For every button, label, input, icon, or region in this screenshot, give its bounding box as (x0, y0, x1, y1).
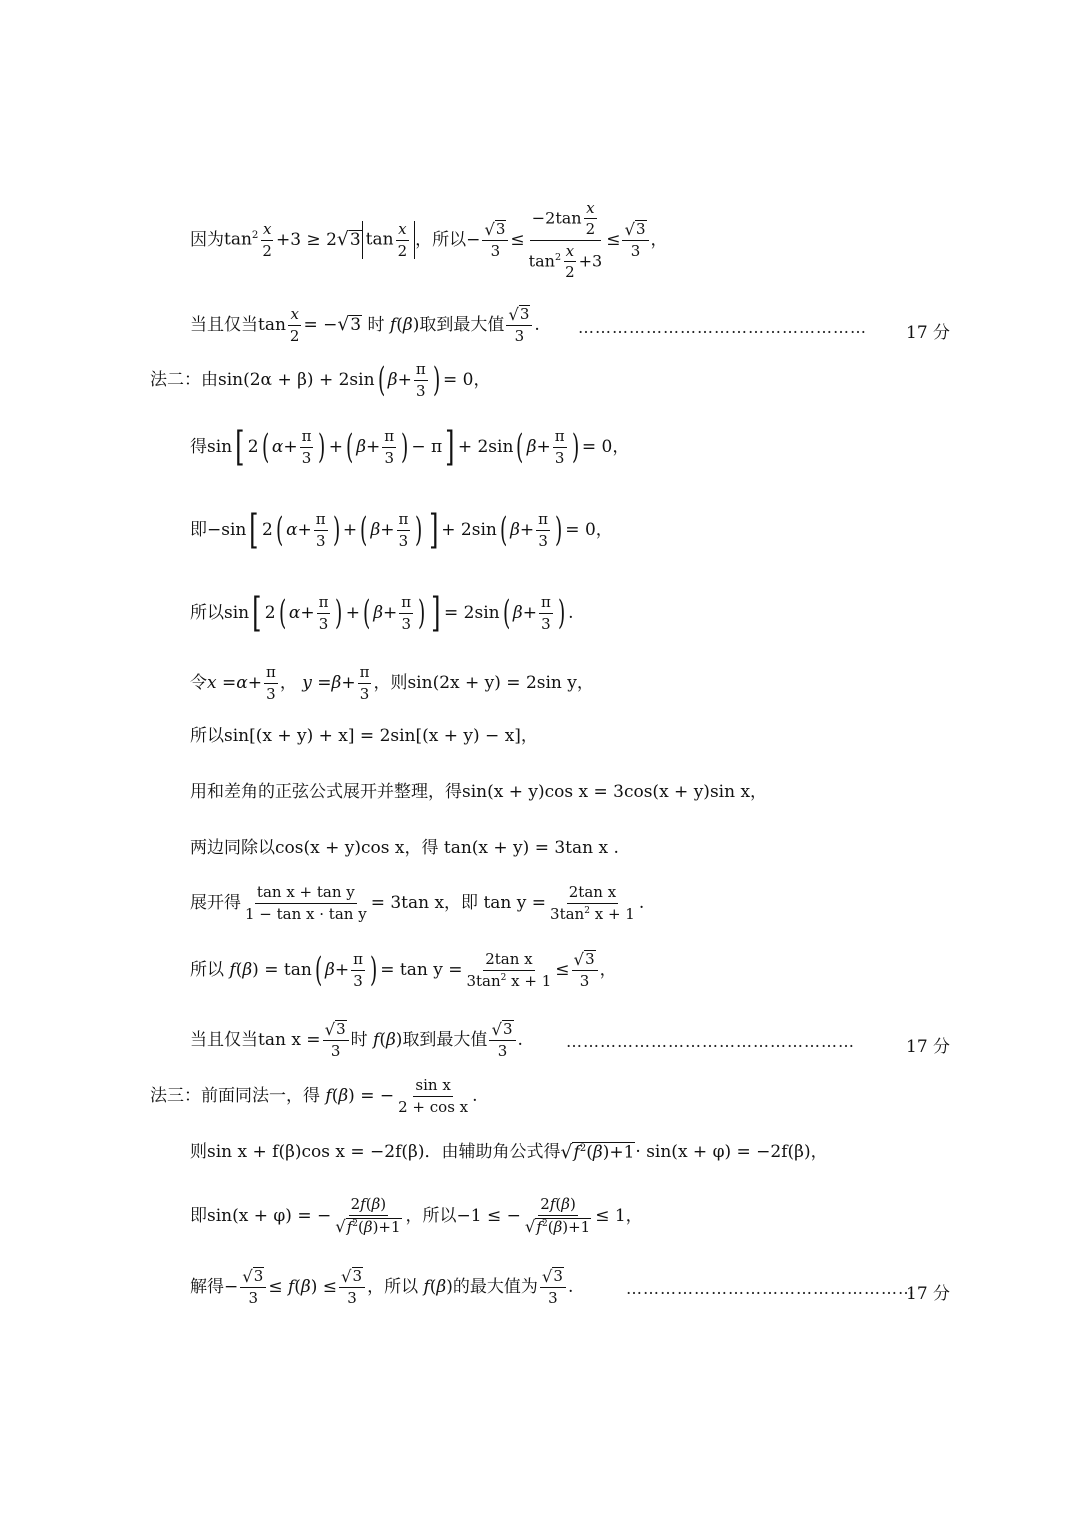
line-13: 当且仅当 tan x = √ 3 3 时 f ( β ) 取到最大值 √ 3 3 . (190, 1019, 523, 1061)
text: 用和差角的正弦公式展开并整理，得 (190, 781, 462, 802)
equation: tan(x + y) = 3tan x . (443, 837, 619, 858)
text: 所以 (190, 959, 224, 980)
score: 17 分 (906, 1284, 951, 1304)
text: 取到最大值 (402, 1029, 488, 1050)
line-14: 法三：前面同法一，得 f ( β ) = − $\frac{\text{sin x}}{\text{2 + cos x}}$ . (150, 1076, 478, 1116)
equation: sin[(x + y) + x] = 2sin[(x + y) − x]， (224, 725, 538, 746)
equation: sin(x + y)cos x = 3cos(x + y)sin x， (462, 781, 768, 802)
text: 则 (190, 1141, 207, 1162)
text: 所以 (422, 1205, 457, 1226)
line-11: 展开得 $\frac{\text{tan x + tan y}}{\text{1 − tan x · tan y}}$ = 3tan x，即 tan y = $\frac{\text{2tan x}}{3\tan^2 x + 1}$ . (190, 883, 645, 923)
text: 所以 (190, 602, 224, 623)
text: 所以 (432, 229, 467, 250)
text: 因为 (190, 229, 224, 250)
text: 两边同除以 (190, 837, 275, 858)
text: 当且仅当 (190, 1029, 258, 1050)
line-10 (190, 834, 619, 862)
text: cos(x + y)cos x，得 (275, 837, 439, 858)
line-12: 所以 f ( β ) = tan ( β + $\frac{\pi}{3}$ ) = tan y = $\frac{\text{2tan x}}{3\tan^2 x + 1}$ ≤ √ 3 3 ， (190, 949, 617, 991)
text: = 3tan x，即 (370, 892, 479, 913)
equation: · sin(x + φ) = −2f(β)， (635, 1141, 828, 1162)
text: 时 (367, 314, 385, 335)
line-15: 则 sin x + f(β)cos x = −2f(β)．由辅助角公式得 √ $f^2(\beta)+1$ · sin(x + φ) = −2f(β)， (190, 1141, 828, 1163)
text: 时 (350, 1029, 368, 1050)
equation: sin x + f(β)cos x = −2f(β)．由辅助角公式得 (207, 1141, 561, 1162)
line-17: 解得 − √ 3 3 ≤ f ( β ) ≤ √ 3 3 ， 所以 f ( β ) 的最大值为 √ 3 3 . (190, 1266, 574, 1308)
score: 17 分 (906, 1037, 951, 1057)
line-4: 得 sin [ 2 ( α + $\frac{\pi}{3}$ ) + ( β + $\frac{\pi}{3}$ ) − π ] + 2sin ( β + $\frac{\pi}{3}$ ) = 0， (190, 424, 630, 470)
text: +3 ≥ 2 (275, 229, 337, 250)
text: 当且仅当 (190, 314, 258, 335)
text: 令 (190, 672, 207, 693)
text: = − (303, 314, 338, 335)
text: 所以 (384, 1276, 419, 1297)
text: 的最大值为 (452, 1276, 538, 1297)
line-7: 令 x = α + $\frac{\pi}{3}$ ， y = β + $\frac{\pi}{3}$ ， 则 sin(2x + y) = 2sin y， (190, 663, 594, 703)
dot-leader: …………………………………………… (626, 1279, 915, 1298)
text: 所以 (190, 725, 224, 746)
text: 得 (190, 436, 207, 457)
line-1: 因为 $\tan^2$ $\frac{x}{2}$ +3 ≥ 2 √ 3 tan $\frac{x}{2}$ ， 所以 − √ 3 3 ≤ −2tan $\frac{x}{2}$ $\tan^2$ $\frac{x}{2}$ +3 ≤ √ 3 3 ， (190, 198, 668, 281)
text: ， (650, 229, 668, 250)
text: 法二：由 (150, 369, 218, 390)
text: 法三：前面同法一，得 (150, 1085, 320, 1106)
line-5: 即 −sin [ 2 ( α + $\frac{\pi}{3}$ ) + ( β + $\frac{\pi}{3}$ ) ] + 2sin ( β + $\frac{\pi}{3}$ ) = 0， (190, 507, 613, 553)
text: 取到最大值 (419, 314, 505, 335)
dot-leader: …………………………………………… (578, 318, 867, 337)
dot-leader: …………………………………………… (566, 1032, 855, 1051)
line-16: 即 sin(x + φ) = − 2f(β) √ $f^2(\beta)+1$ ， 所以 −1 ≤ − 2f(β) √ $f^2(\beta)+1$ ≤ 1， (190, 1195, 643, 1237)
text: 展开得 (190, 892, 241, 913)
equation: sin(2α + β) + 2sin (218, 369, 375, 390)
text: = 0， (443, 369, 491, 390)
line-9 (190, 778, 767, 806)
text: 解得 (190, 1276, 224, 1297)
line-2: 当且仅当 tan $\frac{x}{2}$ = − √ 3 时 f ( β ) 取到最大值 √ 3 3 . (190, 304, 540, 346)
line-8 (190, 722, 538, 750)
score: 17 分 (906, 323, 951, 343)
line-6: 所以 sin [ 2 ( α + $\frac{\pi}{3}$ ) + ( β + $\frac{\pi}{3}$ ) ] = 2sin ( β + $\frac{\pi}{3}$ ) . (190, 590, 574, 636)
line-3: 法二：由 sin(2α + β) + 2sin ( β + $\frac{\pi}{3}$ ) = 0， (150, 360, 491, 400)
text: 即 (190, 519, 207, 540)
equation: sin(2x + y) = 2sin y， (407, 672, 594, 693)
equation: tan y = (483, 892, 547, 913)
text: 即 (190, 1205, 207, 1226)
text: 则 (390, 672, 408, 693)
